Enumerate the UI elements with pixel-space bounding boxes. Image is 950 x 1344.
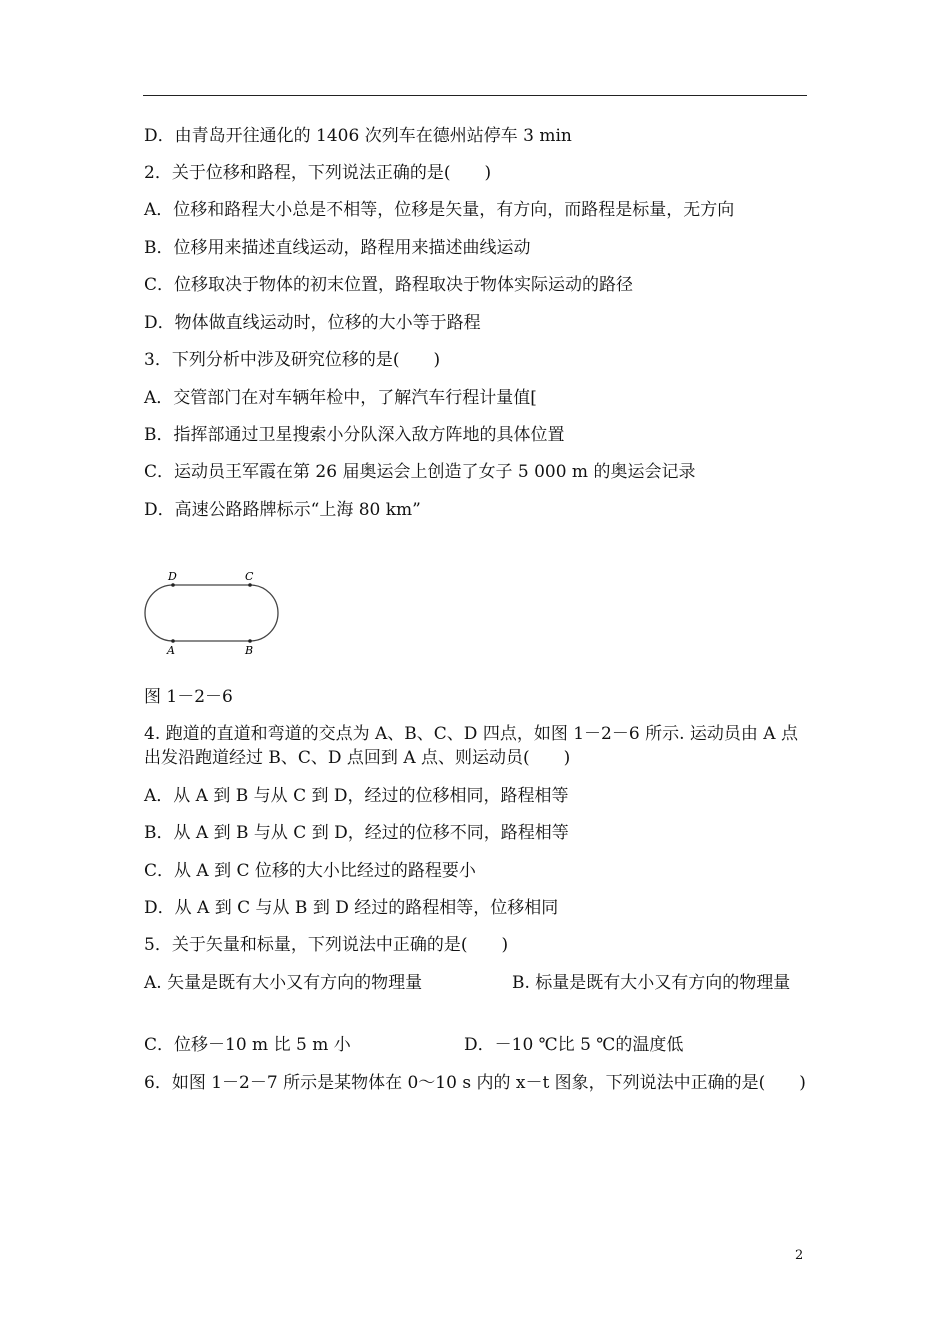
question-4: 4. 跑道的直道和弯道的交点为 A、B、C、D 四点，如图 1－2－6 所示. 运动员由 A 点出发沿跑道经过 B、C、D 点回到 A 点、则运动员( ) xyxy=(144,724,798,768)
q1-option-d: D．由青岛开往通化的 1406 次列车在德州站停车 3 min xyxy=(144,126,572,146)
q4-option-b: B．从 A 到 B 与从 C 到 D，经过的位移不同，路程相等 xyxy=(144,823,569,843)
label-b: B xyxy=(245,644,254,657)
q4-option-d: D．从 A 到 C 与从 B 到 D 经过的路程相等，位移相同 xyxy=(144,898,559,918)
track-outline xyxy=(145,585,278,641)
q2-option-b: B．位移用来描述直线运动，路程用来描述曲线运动 xyxy=(144,238,531,258)
header-rule xyxy=(143,95,807,96)
label-c: C xyxy=(245,570,254,583)
label-a: A xyxy=(167,644,175,657)
point-b xyxy=(248,639,252,643)
question-6: 6．如图 1－2－7 所示是某物体在 0～10 s 内的 x－t 图象，下列说法中正确的是( ) xyxy=(144,1073,806,1093)
q3-option-a: A．交管部门在对车辆年检中，了解汽车行程计量值[ xyxy=(144,388,537,408)
figure-caption: 图 1－2－6 xyxy=(144,687,233,707)
question-5: 5．关于矢量和标量，下列说法中正确的是( ) xyxy=(144,935,509,955)
point-a xyxy=(171,639,175,643)
q3-option-c: C．运动员王军霞在第 26 届奥运会上创造了女子 5 000 m 的奥运会记录 xyxy=(144,462,696,482)
q5-option-c: C．位移－10 m 比 5 m 小 xyxy=(144,1035,351,1055)
point-d xyxy=(171,583,175,587)
q4-option-a: A．从 A 到 B 与从 C 到 D，经过的位移相同，路程相等 xyxy=(144,786,569,806)
q2-option-c: C．位移取决于物体的初末位置，路程取决于物体实际运动的路径 xyxy=(144,275,634,295)
question-3: 3．下列分析中涉及研究位移的是( ) xyxy=(144,350,441,370)
q4-option-c: C．从 A 到 C 位移的大小比经过的路程要小 xyxy=(144,861,476,881)
page-number: 2 xyxy=(795,1248,804,1263)
q5-option-d: D．－10 ℃比 5 ℃的温度低 xyxy=(464,1035,684,1055)
q2-option-d: D．物体做直线运动时，位移的大小等于路程 xyxy=(144,313,481,333)
q5-option-a: A. 矢量是既有大小又有方向的物理量 xyxy=(144,973,423,993)
point-c xyxy=(248,583,252,587)
q5-option-b: B. 标量是既有大小又有方向的物理量 xyxy=(512,973,791,993)
q3-option-d: D．高速公路路牌标示“上海 80 km” xyxy=(144,500,421,520)
question-2: 2．关于位移和路程，下列说法正确的是( ) xyxy=(144,163,492,183)
q3-option-b: B．指挥部通过卫星搜索小分队深入敌方阵地的具体位置 xyxy=(144,425,565,445)
track-figure xyxy=(140,568,284,658)
q2-option-a: A．位移和路程大小总是不相等，位移是矢量，有方向，而路程是标量，无方向 xyxy=(144,200,735,220)
label-d: D xyxy=(168,570,177,583)
